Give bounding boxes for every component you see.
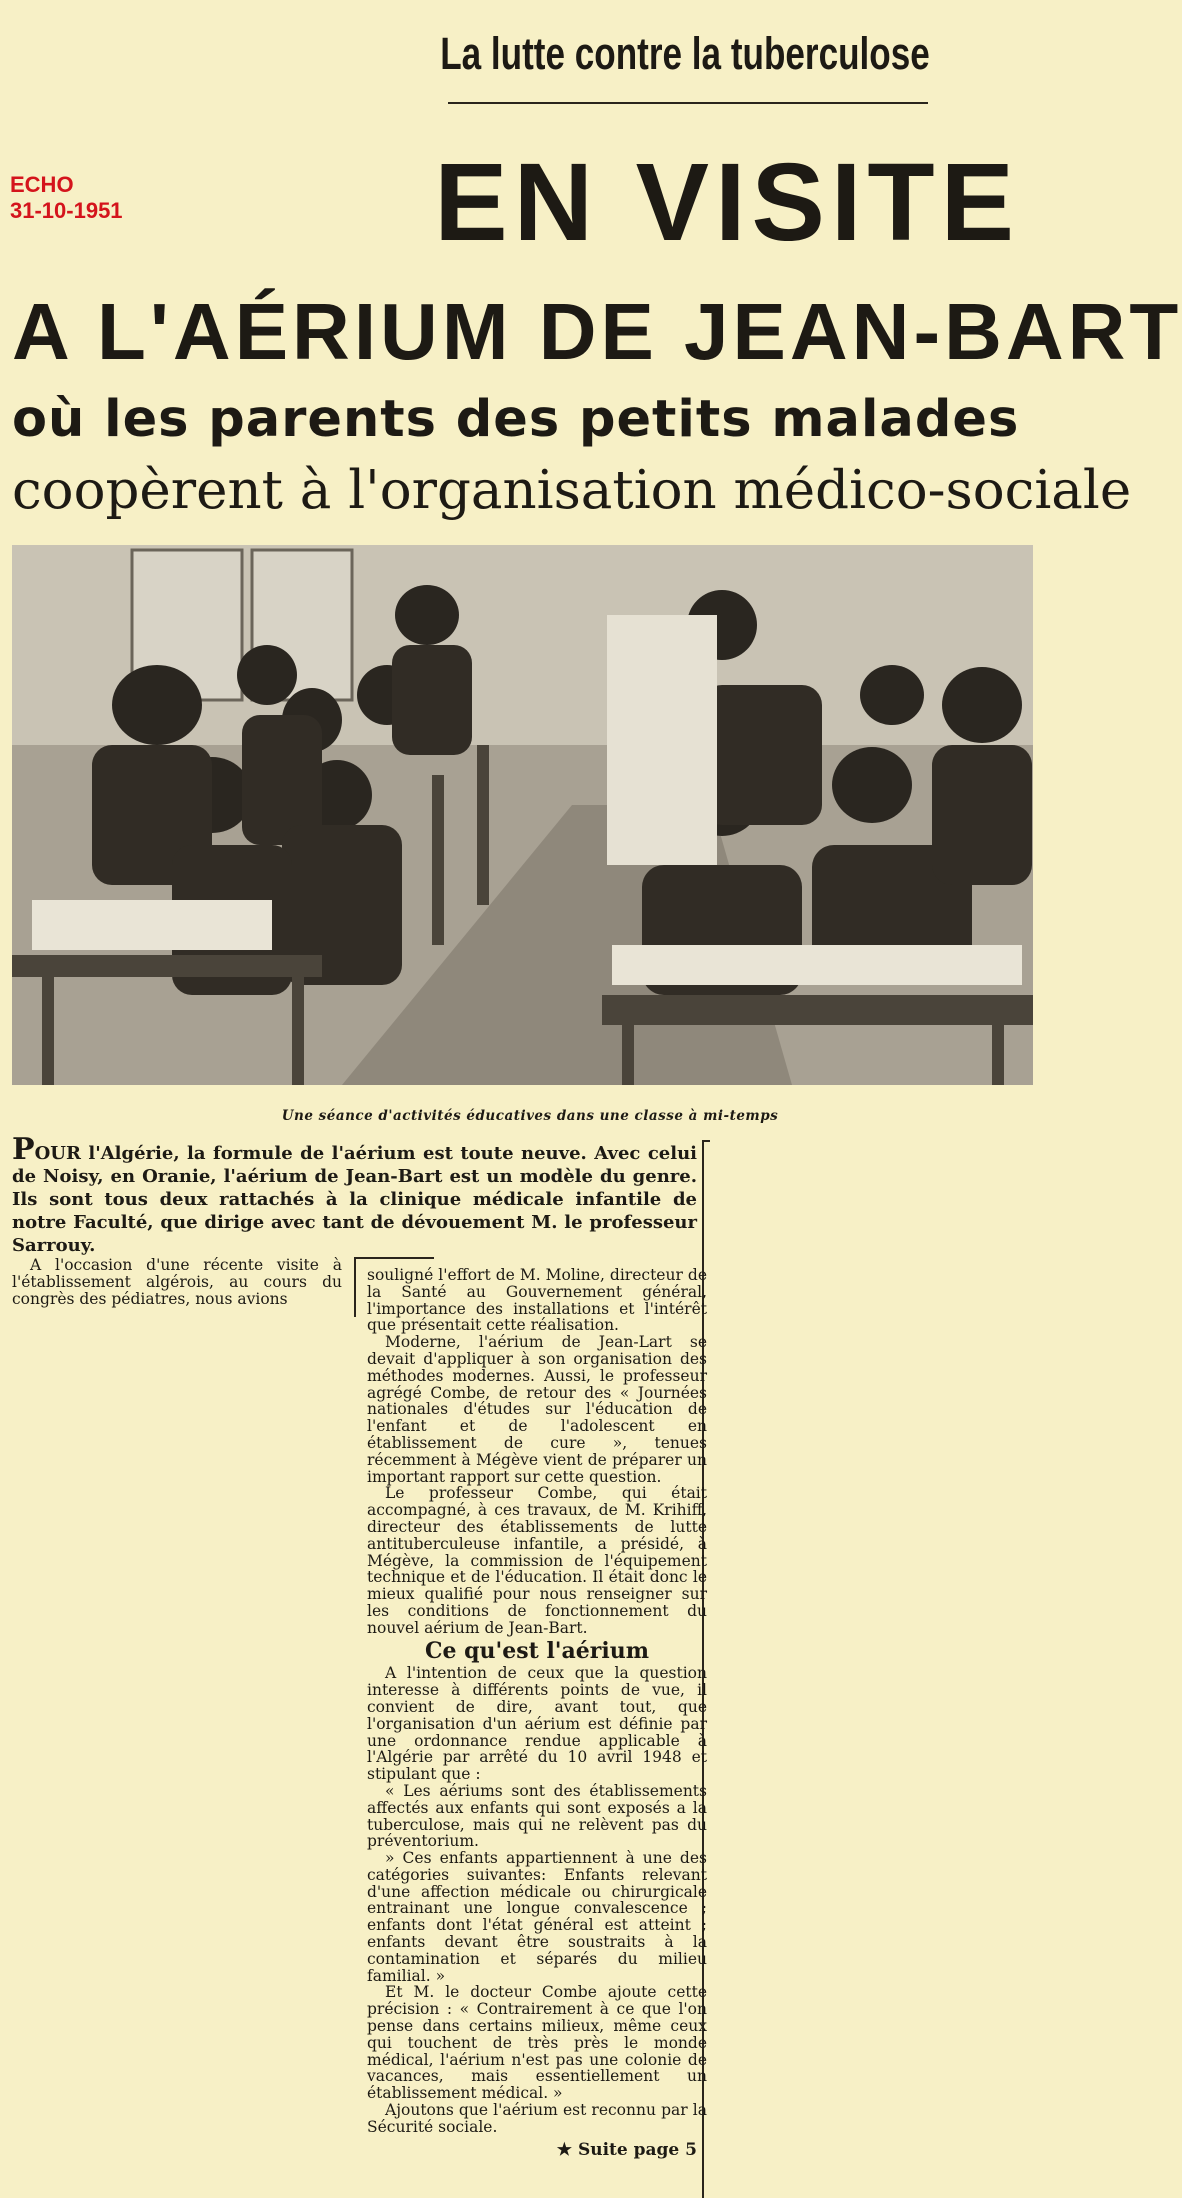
paragraph: » Ces enfants appartiennent à une des catégories suivantes: Enfants relevant d'une affection médicale ou chirurgicale entrainant une longue convalescence ; enfants dont l'état général est atteint ; enfants devant être soustraits à la contamination et séparés du milieu familial. » — [367, 1849, 707, 1985]
article-lead — [12, 1132, 697, 1257]
lead-text: OUR l'Algérie, la formule de l'aérium est toute neuve. Avec celui de Noisy, en Oranie, l'aérium de Jean-Bart est un modèle du genre. Ils sont tous deux rattachés à la clinique médicale infantile de notre Faculté, que dirige avec tant de dévouement M. le professeur Sarrouy. — [12, 1143, 697, 1256]
paragraph: A l'occasion d'une récente visite à l'établissement algérois, au cours du congrès des pédiatres, nous avions — [12, 1256, 342, 1308]
continued-on-page: ★ Suite page 5 — [556, 2139, 697, 2160]
column-rule-tick — [702, 1140, 710, 1142]
paragraph: Le professeur Combe, qui était accompagné, à ces travaux, de M. Krihiff, directeur des établissements de lutte antituberculeuse infantile, a présidé, à Mégève, la commission de l'équipement technique et de l'éducation. Il était donc le mieux qualifié pour nous renseigner sur les conditions de fonctionnement du nouvel aérium de Jean-Bart. — [367, 1484, 707, 1637]
article-column-1 — [12, 1257, 342, 1307]
headline-line-4: coopèrent à l'organisation médico-sociale — [12, 460, 1132, 521]
kicker-rule — [448, 102, 928, 104]
headline-line-3: où les parents des petits malades — [12, 390, 1020, 449]
kicker-headline: La lutte contre la tuberculose — [440, 28, 930, 79]
paragraph: souligné l'effort de M. Moline, directeur de la Santé au Gouvernement général, l'importance des installations et l'intérêt que présentait cette réalisation. — [367, 1266, 707, 1335]
classroom-photo — [12, 545, 1033, 1085]
paragraph: Moderne, l'aérium de Jean-Lart se devait d'appliquer à son organisation des méthodes modernes. Aussi, le professeur agrégé Combe, de retour des « Journées nationales d'études sur l'éducation de l'enfant et de l'adolescent en établissement de cure », tenues récemment à Mégève vient de préparer un important rapport sur cette question. — [367, 1333, 707, 1486]
column-rule-middle — [354, 1257, 356, 1317]
main-headline: EN VISITE — [434, 141, 1020, 264]
article-column-2 — [367, 1267, 707, 2158]
paragraph: Et M. le docteur Combe ajoute cette précision : « Contrairement à ce que l'on pense dans certains milieux, même ceux qui touchent de très près le monde médical, l'aérium n'est pas une colonie de vacances, mais essentiellement un établissement médical. » — [367, 1983, 707, 2103]
stamp-source: ECHO — [10, 172, 74, 197]
date-stamp — [10, 172, 123, 224]
column-rule-bracket — [354, 1257, 434, 1259]
photo-caption: Une séance d'activités éducatives dans une classe à mi-temps — [281, 1108, 779, 1124]
paragraph: Ajoutons que l'aérium est reconnu par la Sécurité sociale. — [367, 2101, 707, 2136]
stamp-date: 31-10-1951 — [10, 198, 123, 223]
paragraph: « Les aériums sont des établissements affectés aux enfants qui sont exposés a la tuberculose, mais qui ne relèvent pas du préventorium. — [367, 1781, 707, 1851]
paragraph: A l'intention de ceux que la question interesse à différents points de vue, il convient de dire, avant tout, que l'organisation d'un aérium est définie par une ordonnance rendue applicable à l'Algérie par arrêté du 10 avril 1948 et stipulant que : — [367, 1664, 707, 1784]
drop-cap: P — [12, 1132, 35, 1167]
headline-line-2: A L'AÉRIUM DE JEAN-BART — [12, 287, 1182, 376]
article-body — [12, 1132, 707, 2198]
subheading: Ce qu'est l'aérium — [424, 1637, 650, 1664]
